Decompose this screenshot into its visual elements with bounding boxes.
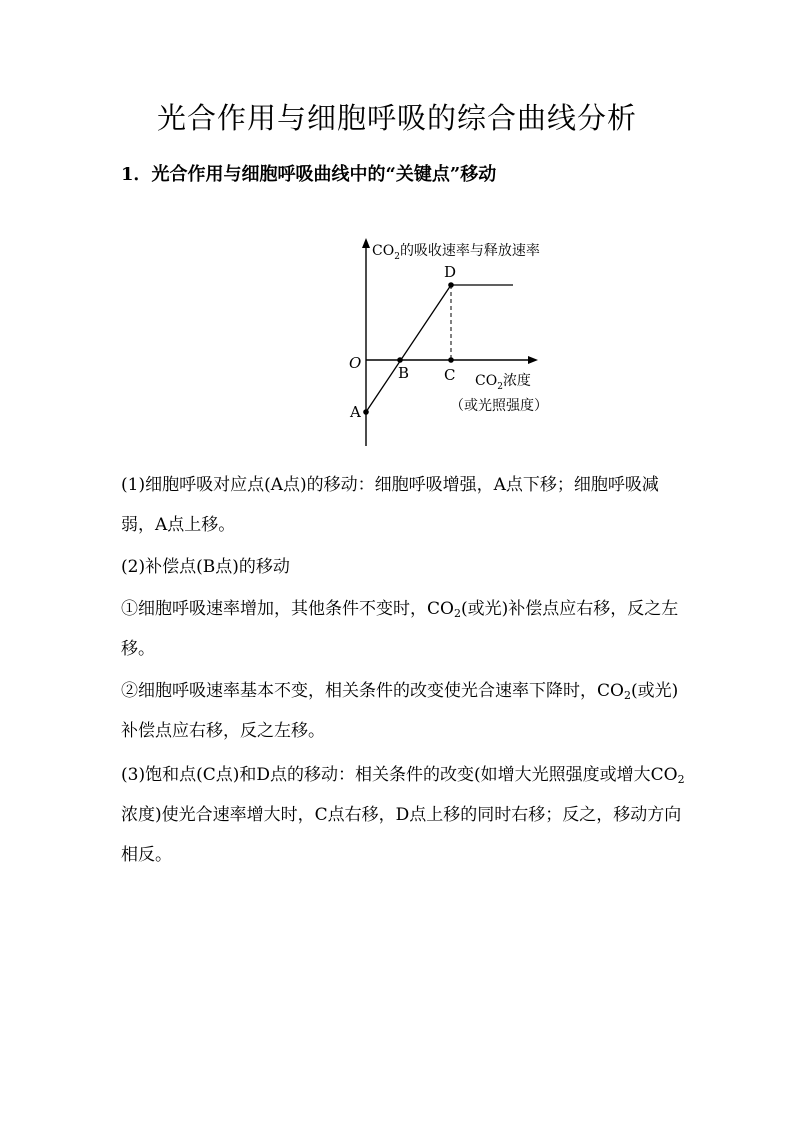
paragraph-1: (1)细胞呼吸对应点(A点)的移动：细胞呼吸增强，A点下移；细胞呼吸减弱，A点上移。 — [121, 475, 659, 535]
point-b-label: B — [398, 364, 410, 382]
x-axis-arrow — [528, 356, 538, 364]
paragraph-5 — [121, 755, 691, 875]
page-title: 光合作用与细胞呼吸的综合曲线分析 — [156, 101, 637, 135]
y-axis-label: $CO_2$的吸收速率与释放速率 — [372, 243, 540, 262]
photosynthesis-respiration-graph — [320, 228, 600, 458]
point-b-marker — [397, 357, 403, 363]
paragraph-3-subscript: 2 — [453, 607, 461, 620]
x-axis-label: $CO_2$浓度 — [475, 373, 531, 392]
origin-label: O — [349, 354, 362, 372]
paragraph-4-text-b: (或光)补偿点应右移，反之左移。 — [121, 681, 679, 741]
paragraph-3-text-a: ①细胞呼吸速率增加，其他条件不变时，CO — [121, 599, 454, 619]
paragraph-5-text-a: (3)饱和点(C点)和D点的移动：相关条件的改变(如增大光照强度或增大CO — [121, 765, 678, 785]
y-axis-arrow — [362, 238, 370, 248]
section-heading: 1．光合作用与细胞呼吸曲线中的“关键点”移动 — [121, 164, 497, 185]
point-a-label: A — [350, 403, 361, 421]
paragraph-2: (2)补偿点(B点)的移动 — [121, 557, 290, 577]
paragraph-4 — [121, 671, 691, 751]
point-a-marker — [363, 409, 369, 415]
paragraph-4-text-a: ②细胞呼吸速率基本不变，相关条件的改变使光合速率下降时，CO — [121, 681, 624, 701]
point-d-label: D — [444, 263, 457, 281]
paragraph-5-subscript: 2 — [677, 773, 685, 786]
rising-line — [366, 285, 451, 412]
paragraph-4-subscript: 2 — [623, 689, 631, 702]
point-c-marker — [448, 357, 454, 363]
point-d-marker — [448, 282, 454, 288]
x-axis-label-line2: （或光照强度） — [450, 398, 548, 414]
graph-svg — [320, 228, 600, 458]
point-c-label: C — [444, 366, 456, 384]
paragraph-5-text-b: 浓度)使光合速率增大时，C点右移，D点上移的同时右移；反之，移动方向相反。 — [121, 805, 682, 865]
paragraph-3 — [121, 589, 691, 669]
paragraph-3-text-b: (或光)补偿点应右移，反之左移。 — [121, 599, 679, 659]
